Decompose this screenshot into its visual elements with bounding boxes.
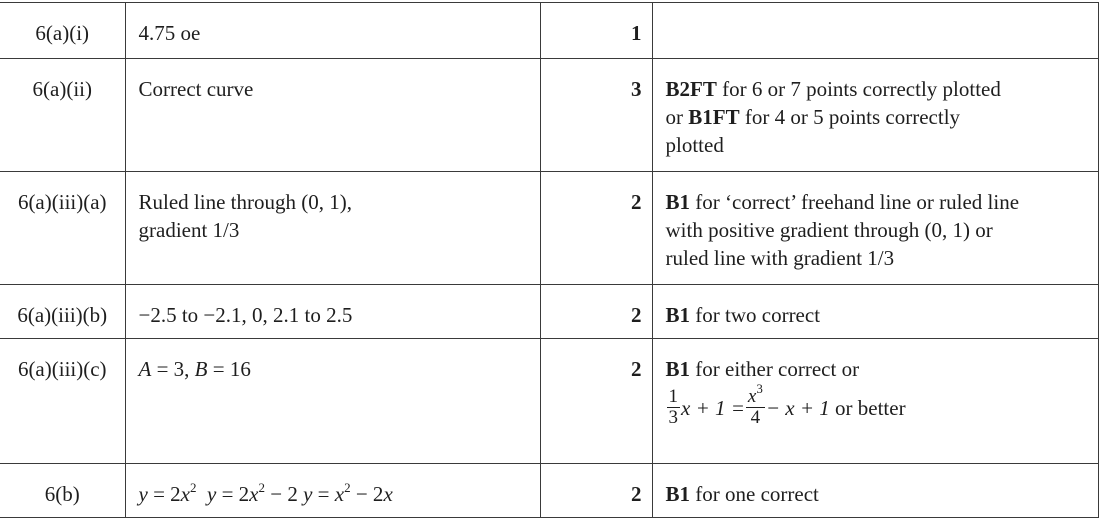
equation: $\frac{1}{3}$ x + 1 = $\frac{x^3}{4}$ − x + 1 or better: [668, 381, 906, 428]
question-number: 6(a)(iii)(b): [0, 285, 125, 339]
answer-cell: A = 3, B = 16: [125, 339, 540, 464]
mark-scheme-table: [0, 2, 1099, 518]
notes-cell: B1 for one correct: [652, 464, 1098, 518]
notes-cell: B2FT for 6 or 7 points correctly plotted or B1FT for 4 or 5 points correctly plotted: [652, 59, 1098, 172]
marks-cell: 1: [540, 3, 652, 59]
answer-cell: $y = 2x^2$ $y = 2x^2 - 2$ $y = x^2 - 2x$: [125, 464, 540, 518]
marks-cell: 2: [540, 285, 652, 339]
table-row: [0, 464, 1098, 518]
question-number: 6(b): [0, 464, 125, 518]
notes-cell: B1 for either correct or $\frac{1}{3}$ x + 1 = $\frac{x^3}{4}$ − x + 1 or better: [652, 339, 1098, 464]
question-number: 6(a)(i): [0, 3, 125, 59]
answer-cell: −2.5 to −2.1, 0, 2.1 to 2.5: [125, 285, 540, 339]
marks-cell: 2: [540, 172, 652, 285]
question-number: 6(a)(iii)(c): [0, 339, 125, 464]
table-row: [0, 339, 1098, 464]
answer-cell: 4.75 oe: [125, 3, 540, 59]
table-row: [0, 285, 1098, 339]
table-row: [0, 172, 1098, 285]
notes-cell: [652, 3, 1098, 59]
question-number: 6(a)(iii)(a): [0, 172, 125, 285]
marks-cell: 2: [540, 464, 652, 518]
fraction-x-cubed-over-four: $\frac{x^3}{4}$: [747, 381, 763, 428]
marks-cell: 3: [540, 59, 652, 172]
answer-cell: Correct curve: [125, 59, 540, 172]
table-row: [0, 59, 1098, 172]
table-row: [0, 3, 1098, 59]
notes-cell: B1 for two correct: [652, 285, 1098, 339]
question-number: 6(a)(ii): [0, 59, 125, 172]
marks-cell: 2: [540, 339, 652, 464]
fraction-one-third: $\frac{1}{3}$: [668, 386, 678, 428]
answer-cell: Ruled line through (0, 1), gradient 1/3: [125, 172, 540, 285]
notes-cell: B1 for ‘correct’ freehand line or ruled line with positive gradient through (0, 1) or ruled line with gradient 1/3: [652, 172, 1098, 285]
